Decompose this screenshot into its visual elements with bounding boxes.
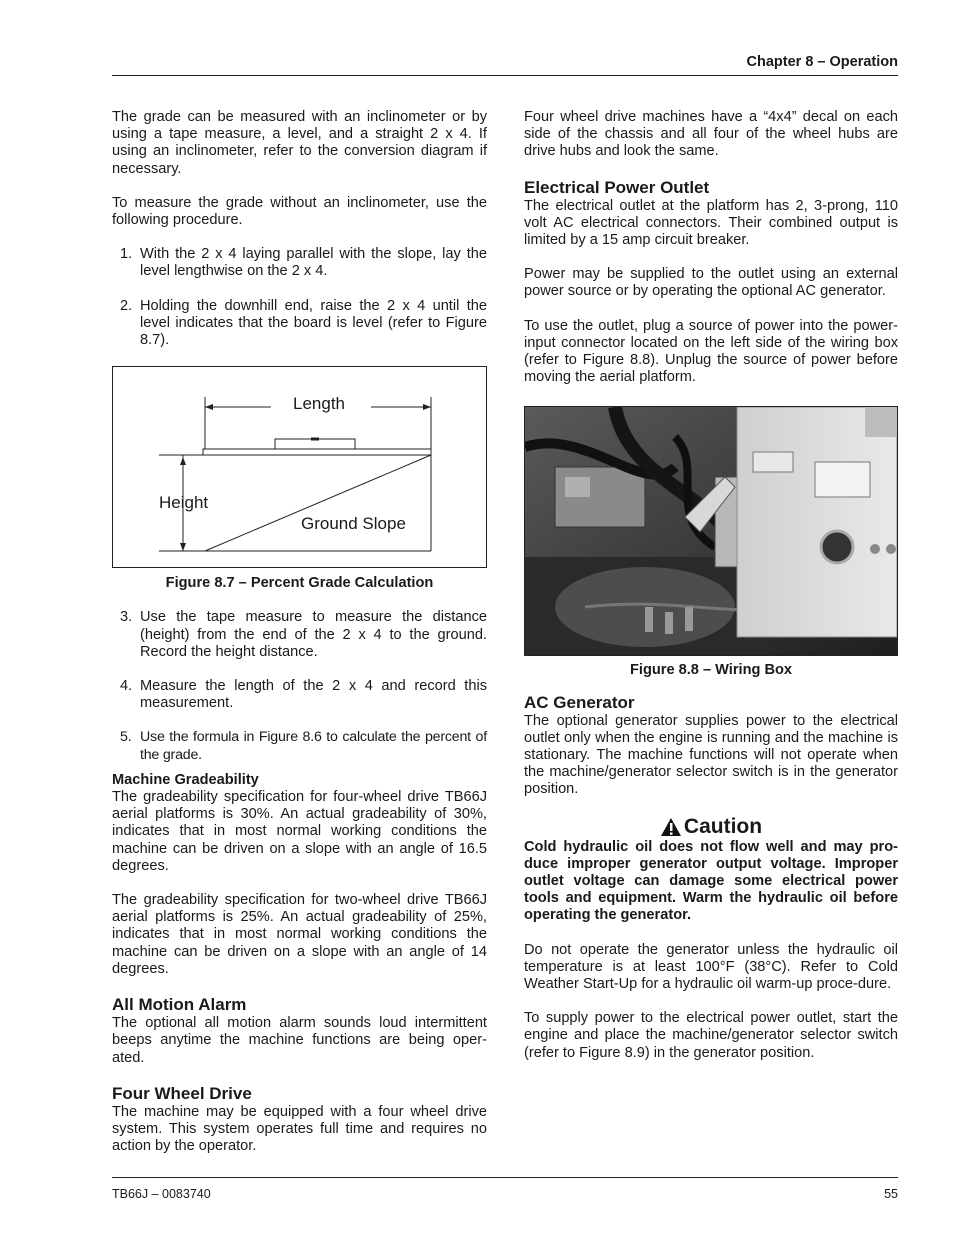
alarm-heading: All Motion Alarm [112,995,247,1015]
caution-paragraph: Do not operate the generator unless the hydraulic oil temperature is at least 100°F (38°C). Refer to Cold Weather Start-Up for a hydraulic oil warm-up proce-dure. [524,941,898,993]
chapter-title: Chapter 8 – Operation [746,54,898,70]
intro-paragraph: The grade can be measured with an inclinometer or by using a tape measure, a level, and a straight 2 x 4. If using an inclinometer, refer to the conversion diagram if necessary. [112,109,487,177]
footer-rule [112,1177,898,1178]
outlet-paragraph: To use the outlet, plug a source of power into the power-input connector located on the left side of the wiring box (refer to Figure 8.8). Unplug the source of power before moving the aerial platform. [524,317,898,386]
generator-paragraph: The optional generator supplies power to the electrical outlet only when the engine is running and the machine is stationary. The machine functions will not operate when the machine/generator selector switch is in the generator position. [524,712,898,798]
wiring-box-photo-art [525,407,897,655]
wiring-box-photo [524,406,898,656]
outlet-paragraph: Power may be supplied to the outlet using an external power source or by operating the optional AC generator. [524,266,898,300]
four-wheel-drive-heading: Four Wheel Drive [112,1083,252,1103]
procedure-step: 5. Use the formula in Figure 8.6 to calculate the percent of the grade. [120,729,487,763]
warning-triangle-icon [660,817,682,837]
procedure-step: 1. With the 2 x 4 laying parallel with the slope, lay the level lengthwise on the 2 x 4. [120,246,487,280]
document-number: TB66J – 0083740 [112,1187,211,1201]
grade-diagram [112,366,487,568]
page-number: 55 [884,1187,898,1201]
length-label: Length [293,394,345,414]
gradeability-paragraph: The gradeability specification for four-wheel drive TB66J aerial platforms is 30%. An actual gradeability of 30%, indicates that in most normal working conditions the machine can be driven on a slope with an angle of 16.5 degrees. [112,789,487,874]
caution-warning: Cold hydraulic oil does not flow well and may pro-duce improper generator output voltage. Improper outlet voltage can damage some electrical power tools and equipment. Warm the hydraulic oil before operating the generator. [524,838,898,924]
procedure-step: 4. Measure the length of the 2 x 4 and record this measurement. [120,678,487,712]
ground-slope-label: Ground Slope [301,514,406,534]
gradeability-paragraph: The gradeability specification for two-wheel drive TB66J aerial platforms is 25%. An actual gradeability of 25%, indicates that in most normal working conditions the machine can be driven on a slope with an angle of 14 degrees. [112,892,487,977]
caution-paragraph: To supply power to the electrical power outlet, start the engine and place the machine/generator selector switch (refer to Figure 8.9) in the generator position. [524,1010,898,1061]
procedure-step: 3. Use the tape measure to measure the distance (height) from the end of the 2 x 4 to the ground. Record the height distance. [120,609,487,660]
outlet-paragraph: The electrical outlet at the platform has 2, 3-prong, 110 volt AC electrical connectors. Their combined output is limited by a 15 amp circuit breaker. [524,197,898,249]
four-wheel-drive-paragraph-2: Four wheel drive machines have a “4x4” decal on each side of the chassis and all four of the wheel hubs are drive hubs and look the same. [524,109,898,160]
caution-title: Caution [683,815,763,839]
procedure-step: 2. Holding the downhill end, raise the 2 x 4 until the level indicates that the board is level (refer to Figure 8.7). [120,297,487,349]
outlet-heading: Electrical Power Outlet [524,177,710,197]
generator-heading: AC Generator [524,692,635,712]
caution-header [524,817,898,837]
figure-caption: Figure 8.8 – Wiring Box [629,662,793,679]
height-label: Height [159,493,209,513]
header-rule [112,75,898,76]
figure-caption: Figure 8.7 – Percent Grade Calculation [165,575,434,592]
four-wheel-drive-paragraph: The machine may be equipped with a four wheel drive system. This system operates full time and requires no action by the operator. [112,1103,487,1155]
alarm-paragraph: The optional all motion alarm sounds loud intermittent beeps anytime the machine functions are being oper-ated. [112,1015,487,1066]
procedure-intro: To measure the grade without an inclinometer, use the following procedure. [112,194,487,229]
right-column [524,109,898,1079]
left-column [112,109,487,1172]
gradeability-heading: Machine Gradeability [112,771,259,788]
